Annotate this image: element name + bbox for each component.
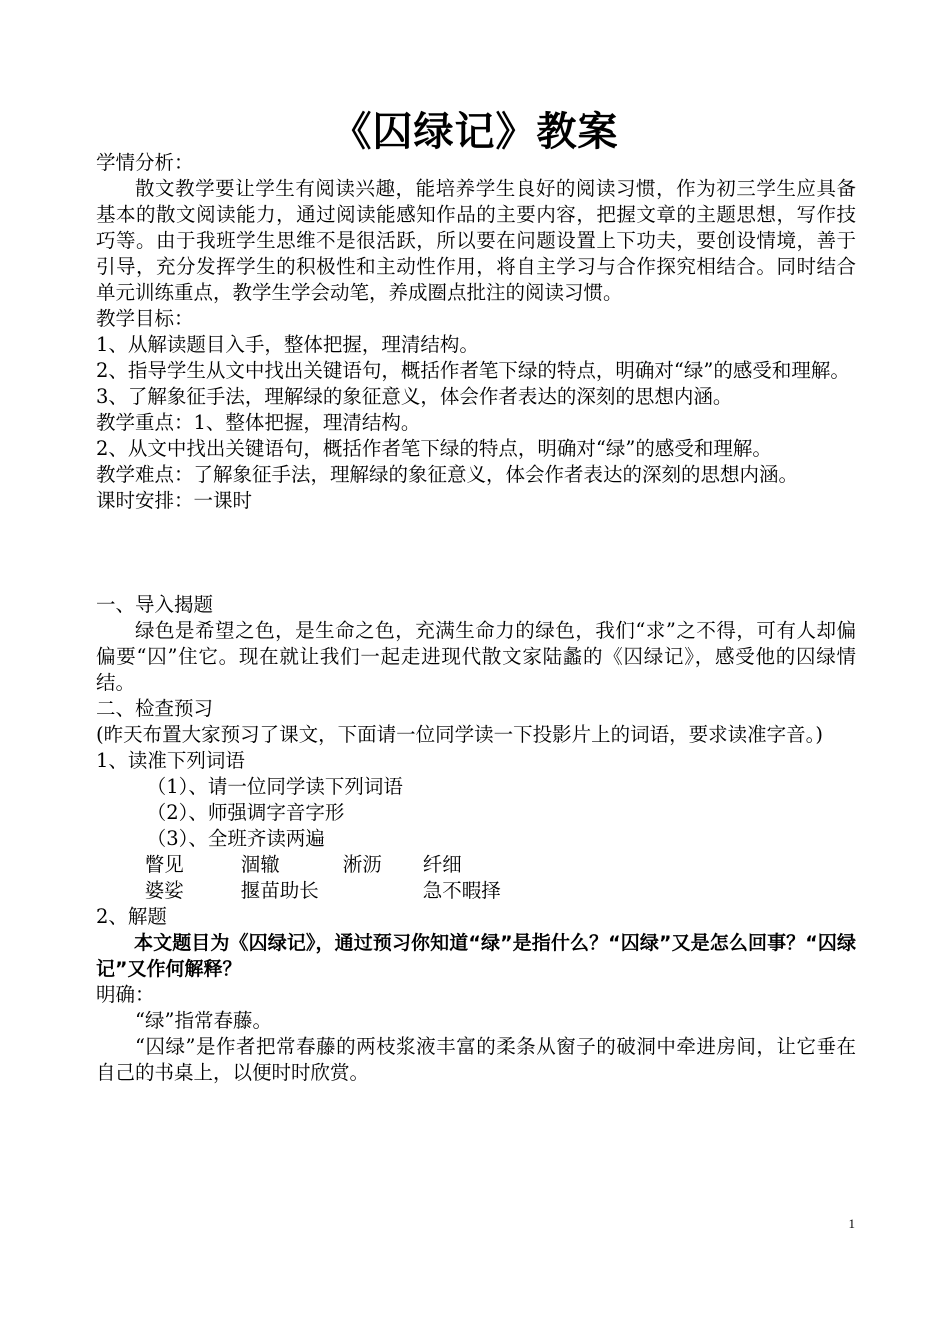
- section-heading-analysis: 学情分析：: [96, 151, 194, 174]
- answer-1: “绿”指常春藤。: [135, 1009, 272, 1032]
- part1-heading: 一、导入揭题: [96, 593, 214, 616]
- word: 纤细: [422, 853, 462, 876]
- part1-paragraph: 绿色是希望之色，是生命之色，充满生命力的绿色，我们“求”之不得，可有人却偏偏要“囚”住它。现在就让我们一起走进现代散文家陆蠡的《囚绿记》，感受他的囚绿情结。: [96, 619, 856, 694]
- key-point-1: 教学重点：1、整体把握，理清结构。: [96, 411, 421, 434]
- goal-item-2: 2、指导学生从文中找出关键语句，概括作者笔下绿的特点，明确对“绿”的感受和理解。: [96, 359, 850, 382]
- key-point-2: 2、从文中找出关键语句，概括作者笔下绿的特点，明确对“绿”的感受和理解。: [96, 437, 772, 460]
- analysis-paragraph: 散文教学要让学生有阅读兴趣，能培养学生良好的阅读习惯，作为初三学生应具备基本的散文阅读能力，通过阅读能感知作品的主要内容，把握文章的主题思想，写作技巧等。由于我班学生思维不是很活跃，所以要在问题设置上下功夫，要创设情境，善于引导，充分发挥学生的积极性和主动性作用，将自主学习与合作探究相结合。同时结合单元训练重点，教学生学会动笔，养成圈点批注的阅读习惯。: [96, 177, 856, 304]
- spacer: [96, 514, 856, 592]
- part2-note: (昨天布置大家预习了课文，下面请一位同学读一下投影片上的词语，要求读准字音。): [96, 723, 823, 746]
- answer-heading: 明确：: [96, 983, 155, 1006]
- step2-heading: 2、解题: [96, 905, 167, 928]
- word: 急不暇择: [422, 879, 501, 902]
- word: 淅沥: [342, 853, 382, 876]
- word: 揠苗助长: [240, 879, 319, 902]
- step1-item-c: （3）、全班齐读两遍: [146, 827, 325, 850]
- step1-item-a: （1）、请一位同学读下列词语: [146, 775, 403, 798]
- goal-item-3: 3、了解象征手法，理解绿的象征意义，体会作者表达的深刻的思想内涵。: [96, 385, 733, 408]
- document-title: 《囚绿记》教案: [331, 109, 619, 155]
- word: 瞥见: [144, 853, 184, 876]
- step1-heading: 1、读准下列词语: [96, 749, 245, 772]
- word: 婆娑: [144, 879, 184, 902]
- difficulty-paragraph: 教学难点：了解象征手法，理解绿的象征意义，体会作者表达的深刻的思想内涵。: [96, 463, 799, 486]
- step1-item-b: （2）、师强调字音字形: [146, 801, 345, 824]
- question-paragraph: 本文题目为《囚绿记》，通过预习你知道“绿”是指什么？“囚绿”又是怎么回事？“囚绿记”又作何解释？: [96, 932, 856, 980]
- part2-heading: 二、检查预习: [96, 697, 214, 720]
- section-heading-goals: 教学目标：: [96, 307, 194, 330]
- answer-2: “囚绿”是作者把常春藤的两枝浆液丰富的柔条从窗子的破洞中牵进房间，让它垂在自己的书桌上，以便时时欣赏。: [96, 1035, 856, 1084]
- word: 涸辙: [240, 853, 280, 876]
- page-number: 1: [848, 1216, 855, 1231]
- goal-item-1: 1、从解读题目入手，整体把握，理清结构。: [96, 333, 479, 356]
- word-row-1: [96, 852, 856, 878]
- word-row-2: [96, 878, 856, 904]
- document-body: [96, 150, 856, 1086]
- schedule-line: 课时安排：一课时: [96, 489, 253, 512]
